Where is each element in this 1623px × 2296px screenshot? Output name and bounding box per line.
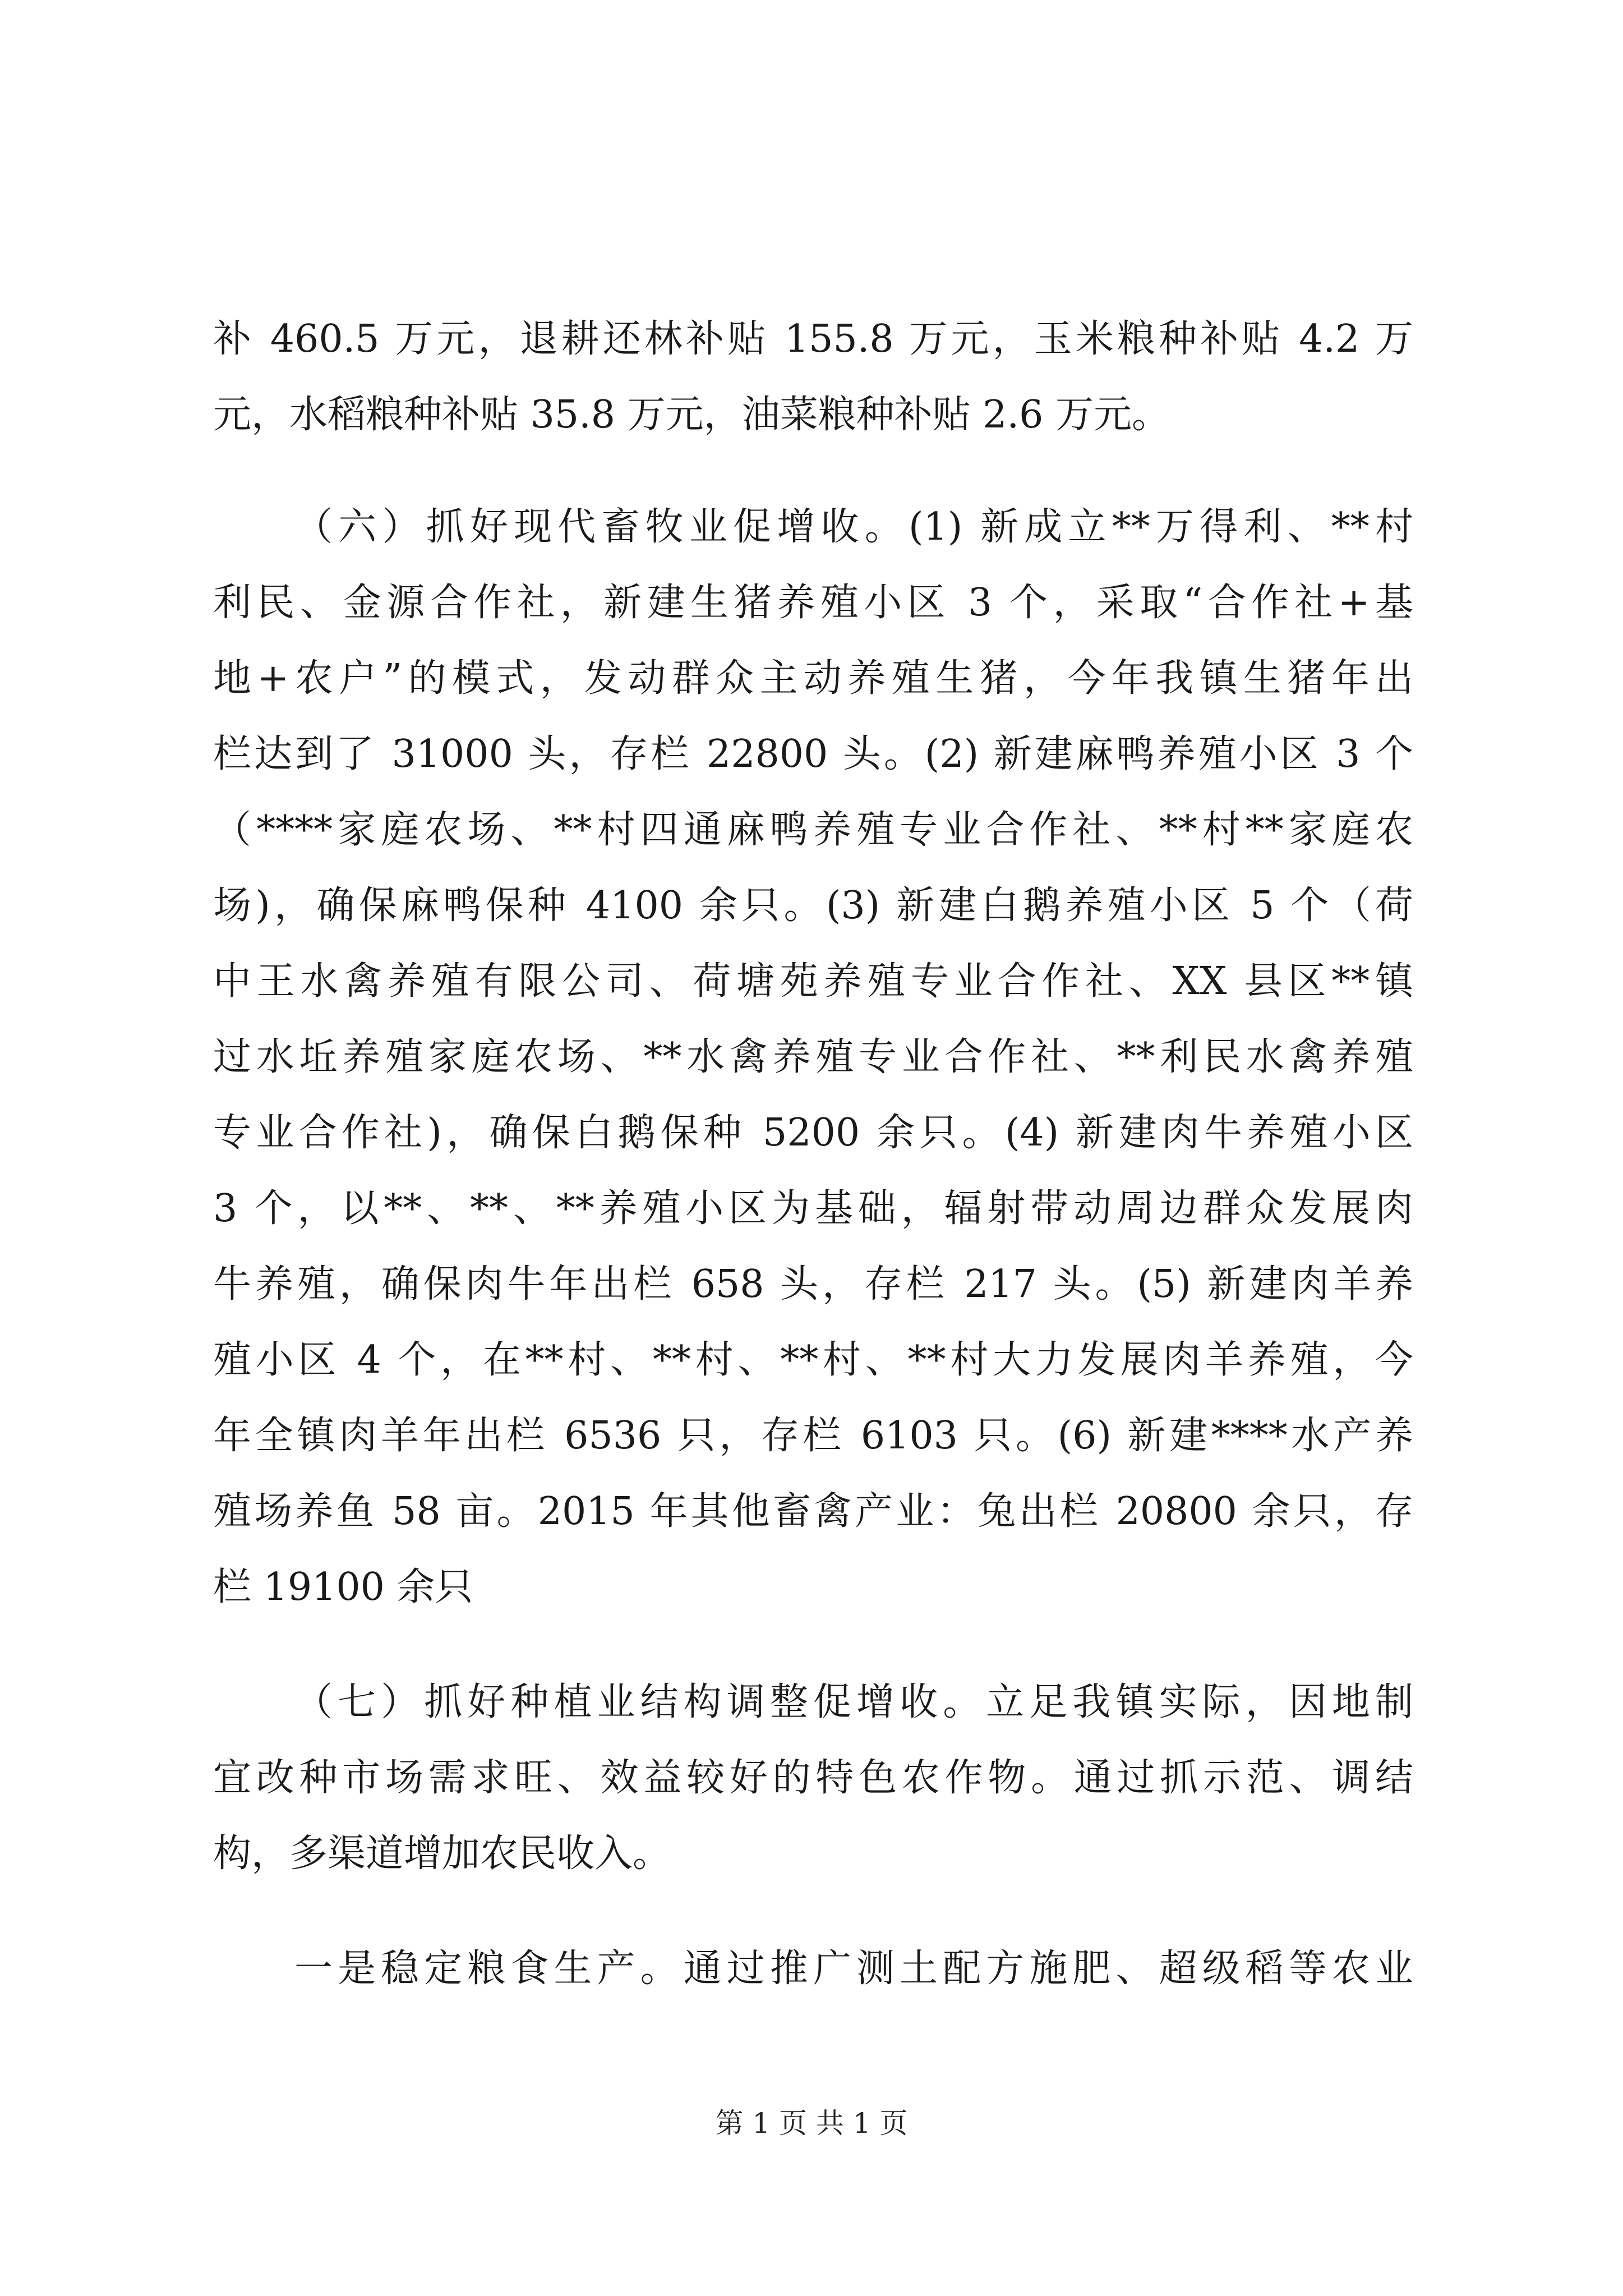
text-line: 专业合作社)，确保白鹅保种 5200 余只。(4) 新建肉牛养殖小区 [213, 1111, 1413, 1155]
text-line: 栏 19100 余只 [213, 1565, 473, 1609]
text-line: 中王水禽养殖有限公司、荷塘苑养殖专业合作社、XX 县区**镇 [213, 959, 1413, 1004]
text-line: 场)，确保麻鸭保种 4100 余只。(3) 新建白鹅养殖小区 5 个（荷 [213, 884, 1413, 928]
page-footer: 第 1 页 共 1 页 [715, 2107, 908, 2139]
text-line: 3 个，以**、**、**养殖小区为基础，辐射带动周边群众发展肉 [213, 1186, 1413, 1231]
text-line: 过水坵养殖家庭农场、**水禽养殖专业合作社、**利民水禽养殖 [213, 1035, 1413, 1079]
text-line: 利民、金源合作社，新建生猪养殖小区 3 个，采取“合作社+基 [213, 581, 1413, 625]
text-line: 一是稳定粮食生产。通过推广测土配方施肥、超级稻等农业 [294, 1947, 1413, 1991]
text-line: 年全镇肉羊年出栏 6536 只，存栏 6103 只。(6) 新建****水产养 [213, 1414, 1413, 1458]
text-line: 地+农户”的模式，发动群众主动养殖生猪，今年我镇生猪年出 [213, 656, 1413, 701]
text-line: 殖场养鱼 58 亩。2015 年其他畜禽产业：兔出栏 20800 余只，存 [213, 1489, 1413, 1534]
text-line: 宜改种市场需求旺、效益较好的特色农作物。通过抓示范、调结 [213, 1756, 1413, 1800]
text-line: 补 460.5 万元，退耕还林补贴 155.8 万元，玉米粮种补贴 4.2 万 [213, 317, 1413, 361]
text-line: 殖小区 4 个，在**村、**村、**村、**村大力发展肉羊养殖，今 [213, 1338, 1413, 1382]
text-line: （七）抓好种植业结构调整促增收。立足我镇实际，因地制 [294, 1680, 1413, 1724]
text-line: 牛养殖，确保肉牛年出栏 658 头，存栏 217 头。(5) 新建肉羊养 [213, 1262, 1413, 1306]
text-line: （六）抓好现代畜牧业促增收。(1) 新成立**万得利、**村 [294, 505, 1413, 549]
text-line: 构，多渠道增加农民收入。 [213, 1832, 671, 1876]
text-line: 栏达到了 31000 头，存栏 22800 头。(2) 新建麻鸭养殖小区 3 个 [213, 732, 1413, 776]
text-line: 元，水稻粮种补贴 35.8 万元，油菜粮种补贴 2.6 万元。 [213, 393, 1170, 437]
text-line: （****家庭农场、**村四通麻鸭养殖专业合作社、**村**家庭农 [213, 808, 1413, 852]
